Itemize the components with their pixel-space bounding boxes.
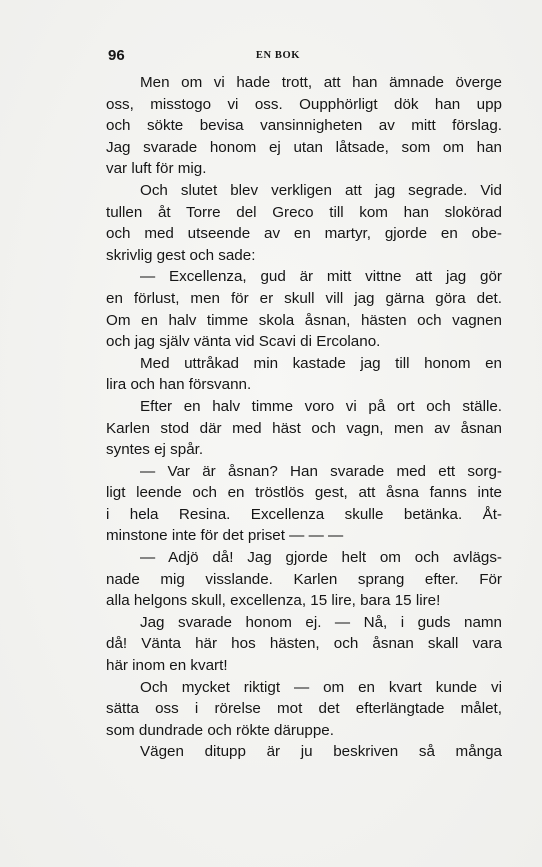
text-line: ligt leende och en tröstlös gest, att åsna fanns inte: [106, 484, 502, 502]
text-line: som dundrade och rökte däruppe.: [106, 721, 334, 739]
text-line: — Adjö då! Jag gjorde helt om och avlägs-: [140, 549, 502, 567]
text-line: och sökte bevisa vansinnigheten av mitt förslag.: [106, 117, 502, 135]
text-line: Vägen ditupp är ju beskriven så många: [140, 743, 502, 761]
text-line: Och mycket riktigt — om en kvart kunde vi: [140, 678, 502, 696]
running-title: EN BOK: [255, 50, 301, 61]
text-line: skrivlig gest och sade:: [106, 246, 256, 264]
text-line: oss, misstogo vi oss. Oupphörligt dök han upp: [106, 95, 502, 113]
text-line: Och slutet blev verkligen att jag segrade. Vid: [140, 181, 502, 199]
text-line: Jag svarade honom ej. — Nå, i guds namn: [140, 613, 502, 631]
text-line: minstone inte för det priset — — —: [106, 527, 344, 545]
text-line: och jag själv vänta vid Scavi di Ercolano.: [106, 333, 381, 351]
text-line: syntes ej spår.: [106, 441, 204, 459]
text-line: tullen åt Torre del Greco till kom han slokörad: [106, 203, 502, 221]
text-line: sätta oss i rörelse mot det efterlängtade målet,: [106, 700, 502, 718]
text-line: Jag svarade honom ej utan låtsade, som om han: [106, 138, 502, 156]
text-line: — Excellenza, gud är mitt vittne att jag gör: [140, 268, 502, 286]
text-line: Med uttråkad min kastade jag till honom en: [140, 354, 502, 372]
text-line: Karlen stod där med häst och vagn, men av åsnan: [106, 419, 502, 437]
text-line: Men om vi hade trott, att han ämnade överge: [140, 74, 502, 91]
text-line: alla helgons skull, excellenza, 15 lire, bara 15 lire!: [106, 592, 441, 610]
text-line: var luft för mig.: [106, 160, 207, 178]
text-line: då! Vänta här hos hästen, och åsnan skall vara: [106, 635, 502, 653]
text-line: nade mig visslande. Karlen sprang efter. För: [106, 570, 502, 588]
text-line: här inom en kvart!: [106, 657, 228, 675]
text-line: lira och han försvann.: [106, 376, 252, 394]
text-line: Om en halv timme skola åsnan, hästen och vagnen: [106, 311, 502, 329]
page-number: 96: [108, 47, 125, 64]
text-line: Efter en halv timme voro vi på ort och ställe.: [140, 397, 502, 415]
body-text: [106, 72, 502, 763]
text-line: och med utseende av en martyr, gjorde en obe-: [106, 225, 502, 243]
text-line: en förlust, men för er skull vill jag gärna göra det.: [106, 289, 502, 307]
text-line: — Var är åsnan? Han svarade med ett sorg-: [140, 462, 502, 480]
text-line: i hela Resina. Excellenza skulle betänka. Åt-: [106, 505, 502, 523]
